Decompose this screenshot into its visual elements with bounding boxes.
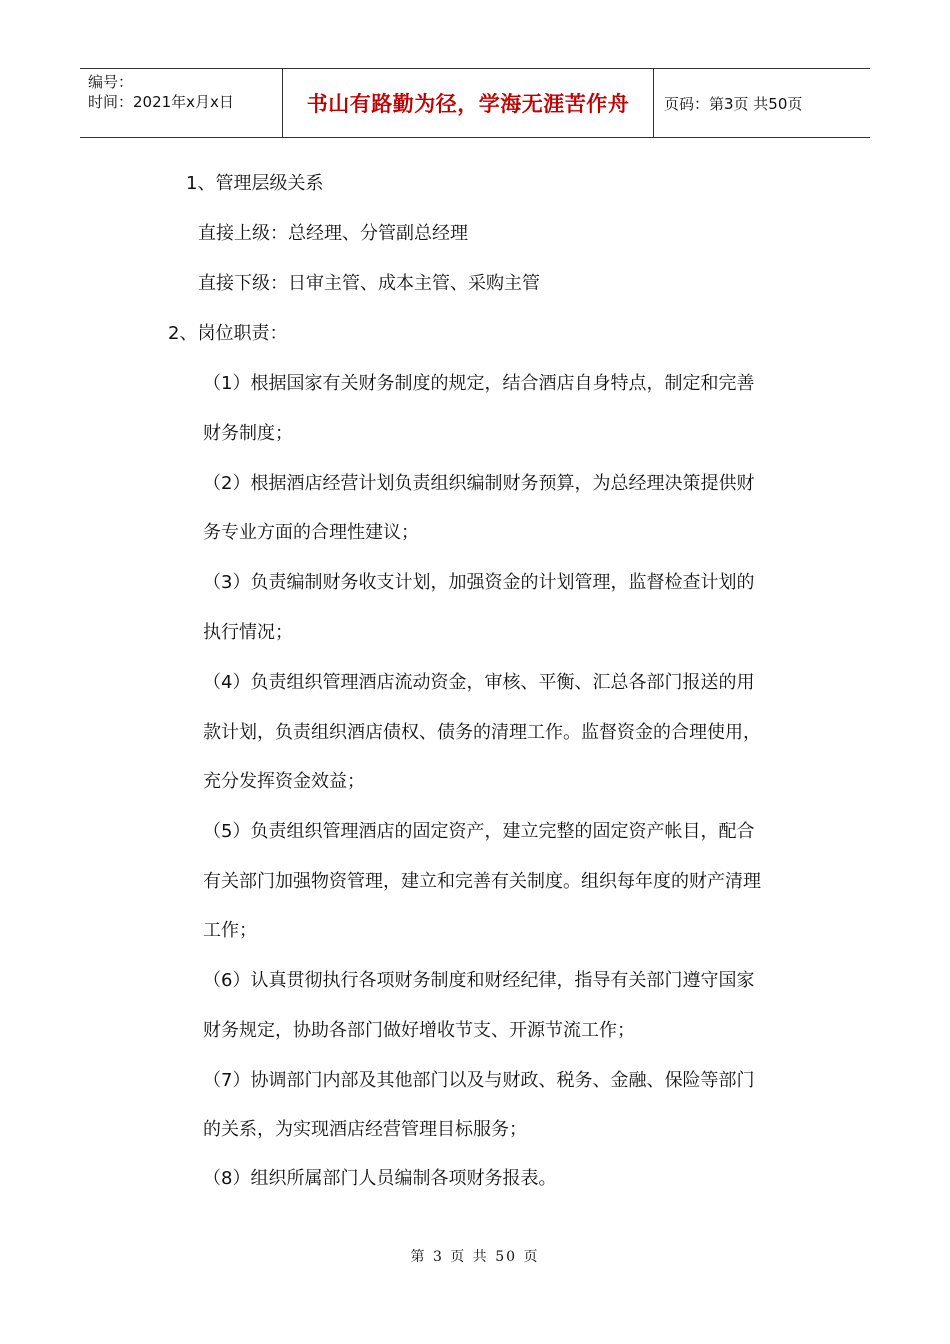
direct-superior: 直接上级：总经理、分管副总经理 bbox=[198, 223, 468, 244]
duty-line: 款计划，负责组织酒店债权、债务的清理工作。监督资金的合理使用， bbox=[203, 722, 761, 743]
duty-line: 财务制度； bbox=[203, 423, 293, 444]
header-page-info: 页码：第3页 共50页 bbox=[664, 94, 803, 113]
section-title-hierarchy: 1、管理层级关系 bbox=[186, 173, 324, 194]
header-meta bbox=[80, 69, 282, 137]
duty-line: （5）负责组织管理酒店的固定资产，建立完整的固定资产帐目，配合 bbox=[203, 821, 755, 842]
header-motto: 书山有路勤为径，学海无涯苦作舟 bbox=[282, 69, 654, 137]
duty-line: （6）认真贯彻执行各项财务制度和财经纪律，指导有关部门遵守国家 bbox=[203, 970, 755, 991]
duty-line: 的关系，为实现酒店经营管理目标服务； bbox=[203, 1119, 527, 1140]
duty-line: 务专业方面的合理性建议； bbox=[203, 522, 419, 543]
duty-line: 工作； bbox=[203, 920, 257, 941]
direct-subordinate: 直接下级：日审主管、成本主管、采购主管 bbox=[198, 273, 540, 294]
duty-line: （7）协调部门内部及其他部门以及与财政、税务、金融、保险等部门 bbox=[203, 1070, 755, 1091]
duty-line: （1）根据国家有关财务制度的规定，结合酒店自身特点，制定和完善 bbox=[203, 373, 755, 394]
duty-line: （8）组织所属部门人员编制各项财务报表。 bbox=[203, 1168, 557, 1189]
duty-line: 有关部门加强物资管理，建立和完善有关制度。组织每年度的财产清理 bbox=[203, 871, 761, 892]
number-label: 编号： bbox=[88, 73, 134, 91]
page-footer: 第 3 页 共 50 页 bbox=[410, 1249, 540, 1265]
duty-line: 执行情况； bbox=[203, 622, 293, 643]
section-title-duties: 2、岗位职责： bbox=[168, 323, 288, 344]
time-label: 时间：2021年x月x日 bbox=[88, 93, 234, 111]
duty-line: （2）根据酒店经营计划负责组织编制财务预算，为总经理决策提供财 bbox=[203, 473, 755, 494]
duty-line: （3）负责编制财务收支计划，加强资金的计划管理，监督检查计划的 bbox=[203, 572, 755, 593]
duty-line: （4）负责组织管理酒店流动资金，审核、平衡、汇总各部门报送的用 bbox=[203, 672, 755, 693]
duty-line: 财务规定，协助各部门做好增收节支、开源节流工作； bbox=[203, 1020, 635, 1041]
page-header bbox=[80, 68, 870, 138]
duty-line: 充分发挥资金效益； bbox=[203, 771, 365, 792]
